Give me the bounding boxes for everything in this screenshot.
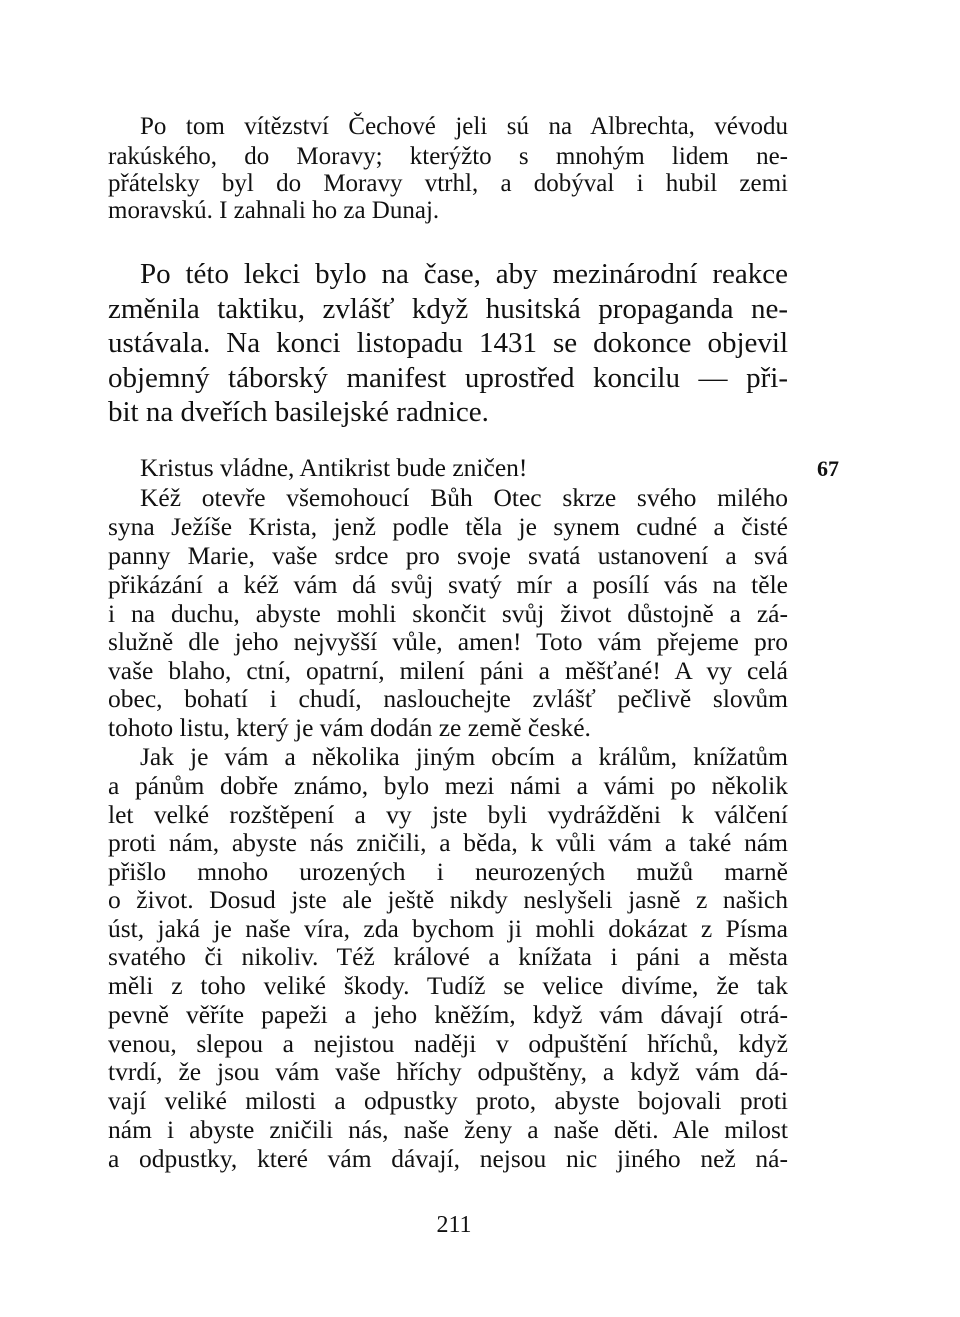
page-number: 211 xyxy=(436,1212,472,1238)
text-line: ustávala. Na konci listopadu 1431 se dokonce objevil xyxy=(108,327,788,359)
text-line: Jak je vám a několika jiným obcím a králům, knížatům xyxy=(140,742,788,771)
text-line: pevně věříte papeži a jeho kněžím, když vám dávají otrá- xyxy=(108,1000,788,1029)
text-line: přátelsky byl do Moravy vtrhl, a dobýval i hubil zemi xyxy=(108,170,788,197)
text-line: obec, bohatí i chudí, naslouchejte zvlášť pečlivě slovům xyxy=(108,684,788,713)
text-line: proti nám, abyste nás zničili, a běda, k vůli vám a také nám xyxy=(108,828,788,857)
text-line: nám i abyste zničili nás, naše ženy a naše děti. Ale milost xyxy=(108,1115,788,1144)
text-line: rakúského, do Moravy; kterýžto s mnohým lidem ne- xyxy=(108,143,788,170)
text-line: vaše blaho, ctní, opatrní, milení páni a měšťané! A vy celá xyxy=(108,656,788,685)
text-line: tvrdí, že jsou vám vaše hříchy odpuštěny, a když vám dá- xyxy=(108,1057,788,1086)
text-line: a odpustky, které vám dávají, nejsou nic jiného než ná- xyxy=(108,1144,788,1173)
text-line: svatého či nikoliv. Též králové a knížata i páni a města xyxy=(108,942,788,971)
text-line: vají veliké milosti a odpustky proto, abyste bojovali proti xyxy=(108,1086,788,1115)
text-line: Po tom vítězství Čechové jeli sú na Albrechta, vévodu xyxy=(140,113,788,140)
text-line: tohoto listu, který je vám dodán ze země české. xyxy=(108,713,591,742)
manifest-heading: Kristus vládne, Antikrist bude zničen! xyxy=(140,453,528,482)
text-line: panny Marie, vaše srdce pro svoje svatá ustanovení a svá xyxy=(108,541,788,570)
text-line: bit na dveřích basilejské radnice. xyxy=(108,396,489,428)
text-line: venou, slepou a nejistou naději v odpuštění hříchů, když xyxy=(108,1029,788,1058)
text-line: syna Ježíše Krista, jenž podle těla je synem cudné a čisté xyxy=(108,512,788,541)
text-line: přikázání a kéž vám dá svůj svatý mír a posílí vás na těle xyxy=(108,570,788,599)
text-line: o život. Dosud jste ale ještě nikdy neslyšeli jasně z našich xyxy=(108,885,788,914)
text-line: změnila taktiku, zvlášť když husitská propaganda ne- xyxy=(108,293,788,325)
text-line: objemný táborský manifest uprostřed koncilu — při- xyxy=(108,362,788,394)
text-line: úst, jaká je naše víra, zda bychom ji mohli dokázat z Písma xyxy=(108,914,788,943)
margin-reference-number: 67 xyxy=(817,456,839,481)
text-line: měli z toho veliké škody. Tudíž se velice divíme, že tak xyxy=(108,971,788,1000)
text-line: let velké rozštěpení a vy jste byli vydrážděni k válčení xyxy=(108,800,788,829)
text-line: a pánům dobře známo, bylo mezi námi a vámi po několik xyxy=(108,771,788,800)
text-line: moravskú. I zahnali ho za Dunaj. xyxy=(108,197,440,224)
text-line: i na duchu, abyste mohli skončit svůj život důstojně a zá- xyxy=(108,599,788,628)
text-line: Kéž otevře všemohoucí Bůh Otec skrze svého milého xyxy=(140,483,788,512)
text-line: Po této lekci bylo na čase, aby mezinárodní reakce xyxy=(140,258,788,290)
text-line: služně dle jeho nejvyšší vůle, amen! Toto vám přejeme pro xyxy=(108,627,788,656)
text-line: přišlo mnoho urozených i neurozených mužů marně xyxy=(108,857,788,886)
